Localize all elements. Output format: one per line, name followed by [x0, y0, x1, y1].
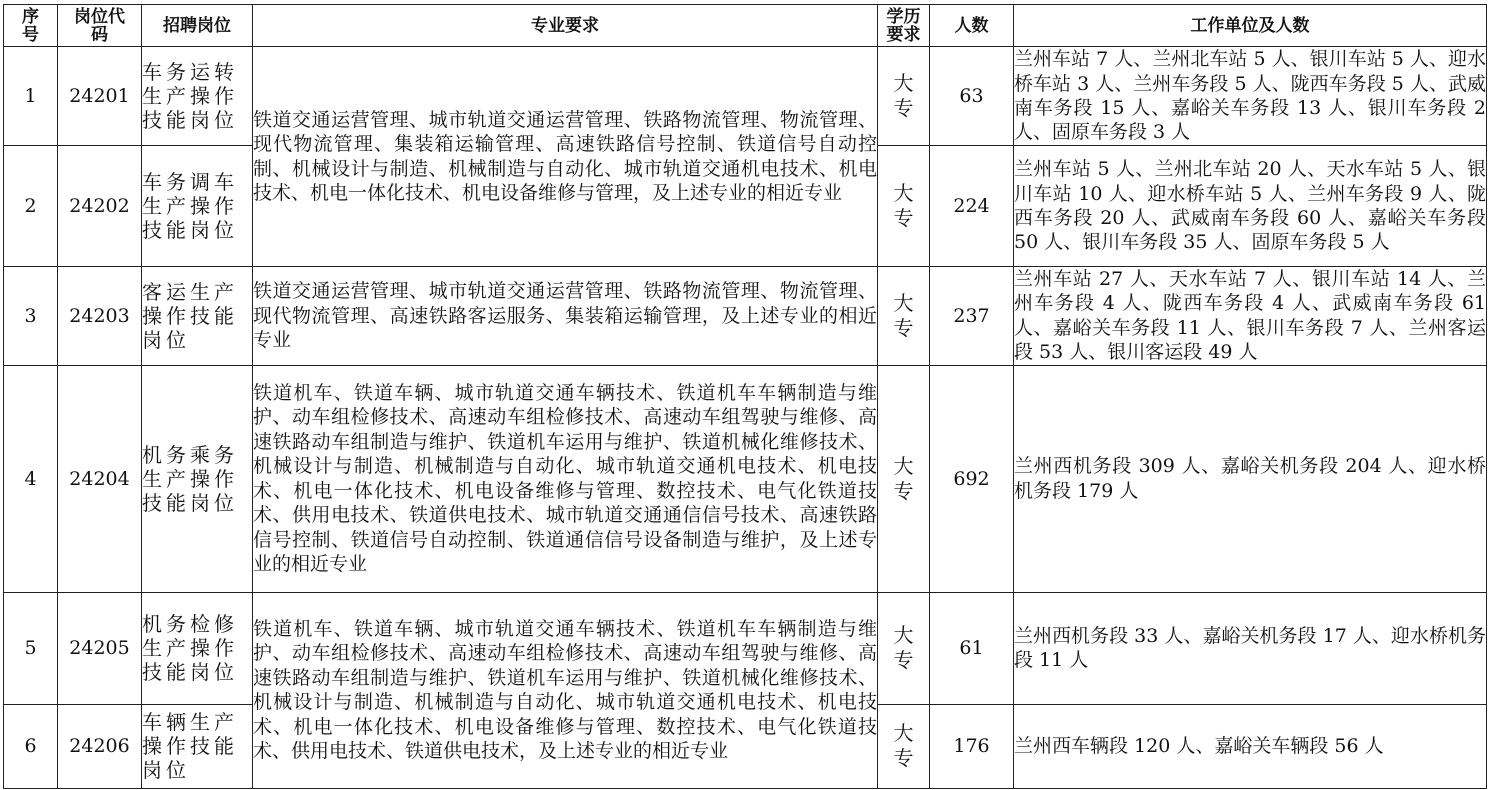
table-row — [4, 267, 1487, 366]
code-cell: 24205 — [58, 592, 142, 704]
post-cell: 车务调车生产操作技能岗位 — [142, 146, 253, 267]
seq-cell: 5 — [4, 592, 58, 704]
code-cell: 24201 — [58, 47, 142, 146]
edu-cell: 大专 — [878, 592, 930, 704]
header-post: 招聘岗位 — [142, 5, 253, 47]
edu-cell: 大专 — [878, 47, 930, 146]
edu-cell: 大专 — [878, 146, 930, 267]
code-cell: 24206 — [58, 704, 142, 788]
table-header-row — [4, 5, 1487, 47]
units-cell: 兰州车站 7 人、兰州北车站 5 人、银川车站 5 人、迎水桥车站 3 人、兰州车务段 5 人、陇西车务段 5 人、武威南车务段 15 人、嘉峪关车务段 13 人、银川车务段 2 人、固原车务段 3 人 — [1014, 47, 1487, 146]
post-cell: 车辆生产操作技能岗位 — [142, 704, 253, 788]
edu-cell: 大专 — [878, 704, 930, 788]
units-cell: 兰州西车辆段 120 人、嘉峪关车辆段 56 人 — [1014, 704, 1487, 788]
post-cell: 客运生产操作技能岗位 — [142, 267, 253, 366]
header-count: 人数 — [930, 5, 1014, 47]
post-cell: 车务运转生产操作技能岗位 — [142, 47, 253, 146]
seq-cell: 3 — [4, 267, 58, 366]
count-cell: 237 — [930, 267, 1014, 366]
edu-cell: 大专 — [878, 365, 930, 592]
table-row — [4, 365, 1487, 592]
header-code: 岗位代码 — [58, 5, 142, 47]
header-seq: 序号 — [4, 5, 58, 47]
major-cell: 铁道机车、铁道车辆、城市轨道交通车辆技术、铁道机车车辆制造与维护、动车组检修技术、高速动车组检修技术、高速动车组驾驶与维修、高速铁路动车组制造与维护、铁道机车运用与维护、铁道机械化维修技术、机械设计与制造、机械制造与自动化、城市轨道交通机电技术、机电技术、机电一体化技术、机电设备维修与管理、数控技术、电气化铁道技术、供用电技术、铁道供电技术，及上述专业的相近专业 — [253, 592, 878, 788]
major-cell: 铁道交通运营管理、城市轨道交通运营管理、铁路物流管理、物流管理、现代物流管理、集装箱运输管理、高速铁路信号控制、铁道信号自动控制、机械设计与制造、机械制造与自动化、城市轨道交通机电技术、机电技术、机电一体化技术、机电设备维修与管理，及上述专业的相近专业 — [253, 47, 878, 267]
count-cell: 224 — [930, 146, 1014, 267]
count-cell: 176 — [930, 704, 1014, 788]
count-cell: 63 — [930, 47, 1014, 146]
recruitment-table — [3, 4, 1487, 789]
edu-cell: 大专 — [878, 267, 930, 366]
seq-cell: 1 — [4, 47, 58, 146]
header-edu: 学历要求 — [878, 5, 930, 47]
major-cell: 铁道机车、铁道车辆、城市轨道交通车辆技术、铁道机车车辆制造与维护、动车组检修技术、高速动车组检修技术、高速动车组驾驶与维修、高速铁路动车组制造与维护、铁道机车运用与维护、铁道机械化维修技术、机械设计与制造、机械制造与自动化、城市轨道交通机电技术、机电技术、机电一体化技术、机电设备维修与管理、数控技术、电气化铁道技术、供用电技术、铁道供电技术、城市轨道交通通信信号技术、高速铁路信号控制、铁道信号自动控制、铁道通信信号设备制造与维护，及上述专业的相近专业 — [253, 365, 878, 592]
units-cell: 兰州西机务段 309 人、嘉峪关机务段 204 人、迎水桥机务段 179 人 — [1014, 365, 1487, 592]
code-cell: 24203 — [58, 267, 142, 366]
major-cell: 铁道交通运营管理、城市轨道交通运营管理、铁路物流管理、物流管理、现代物流管理、高速铁路客运服务、集装箱运输管理，及上述专业的相近专业 — [253, 267, 878, 366]
post-cell: 机务检修生产操作技能岗位 — [142, 592, 253, 704]
units-cell: 兰州车站 27 人、天水车站 7 人、银川车站 14 人、兰州车务段 4 人、陇西车务段 4 人、武威南车务段 61 人、嘉峪关车务段 11 人、银川车务段 7 人、兰州客运段 53 人、银川客运段 49 人 — [1014, 268, 1486, 364]
seq-cell: 6 — [4, 704, 58, 788]
post-cell: 机务乘务生产操作技能岗位 — [142, 365, 253, 592]
table-row — [4, 47, 1487, 146]
header-major: 专业要求 — [253, 5, 878, 47]
table-row — [4, 592, 1487, 704]
seq-cell: 4 — [4, 365, 58, 592]
header-units: 工作单位及人数 — [1014, 5, 1487, 47]
code-cell: 24204 — [58, 365, 142, 592]
units-cell: 兰州车站 5 人、兰州北车站 20 人、天水车站 5 人、银川车站 10 人、迎水桥车站 5 人、兰州车务段 9 人、陇西车务段 20 人、武威南车务段 60 人、嘉峪关车务段 50 人、银川车务段 35 人、固原车务段 5 人 — [1014, 146, 1487, 267]
seq-cell: 2 — [4, 146, 58, 267]
code-cell: 24202 — [58, 146, 142, 267]
count-cell: 61 — [930, 592, 1014, 704]
count-cell: 692 — [930, 365, 1014, 592]
units-cell: 兰州西机务段 33 人、嘉峪关机务段 17 人、迎水桥机务段 11 人 — [1014, 592, 1487, 704]
